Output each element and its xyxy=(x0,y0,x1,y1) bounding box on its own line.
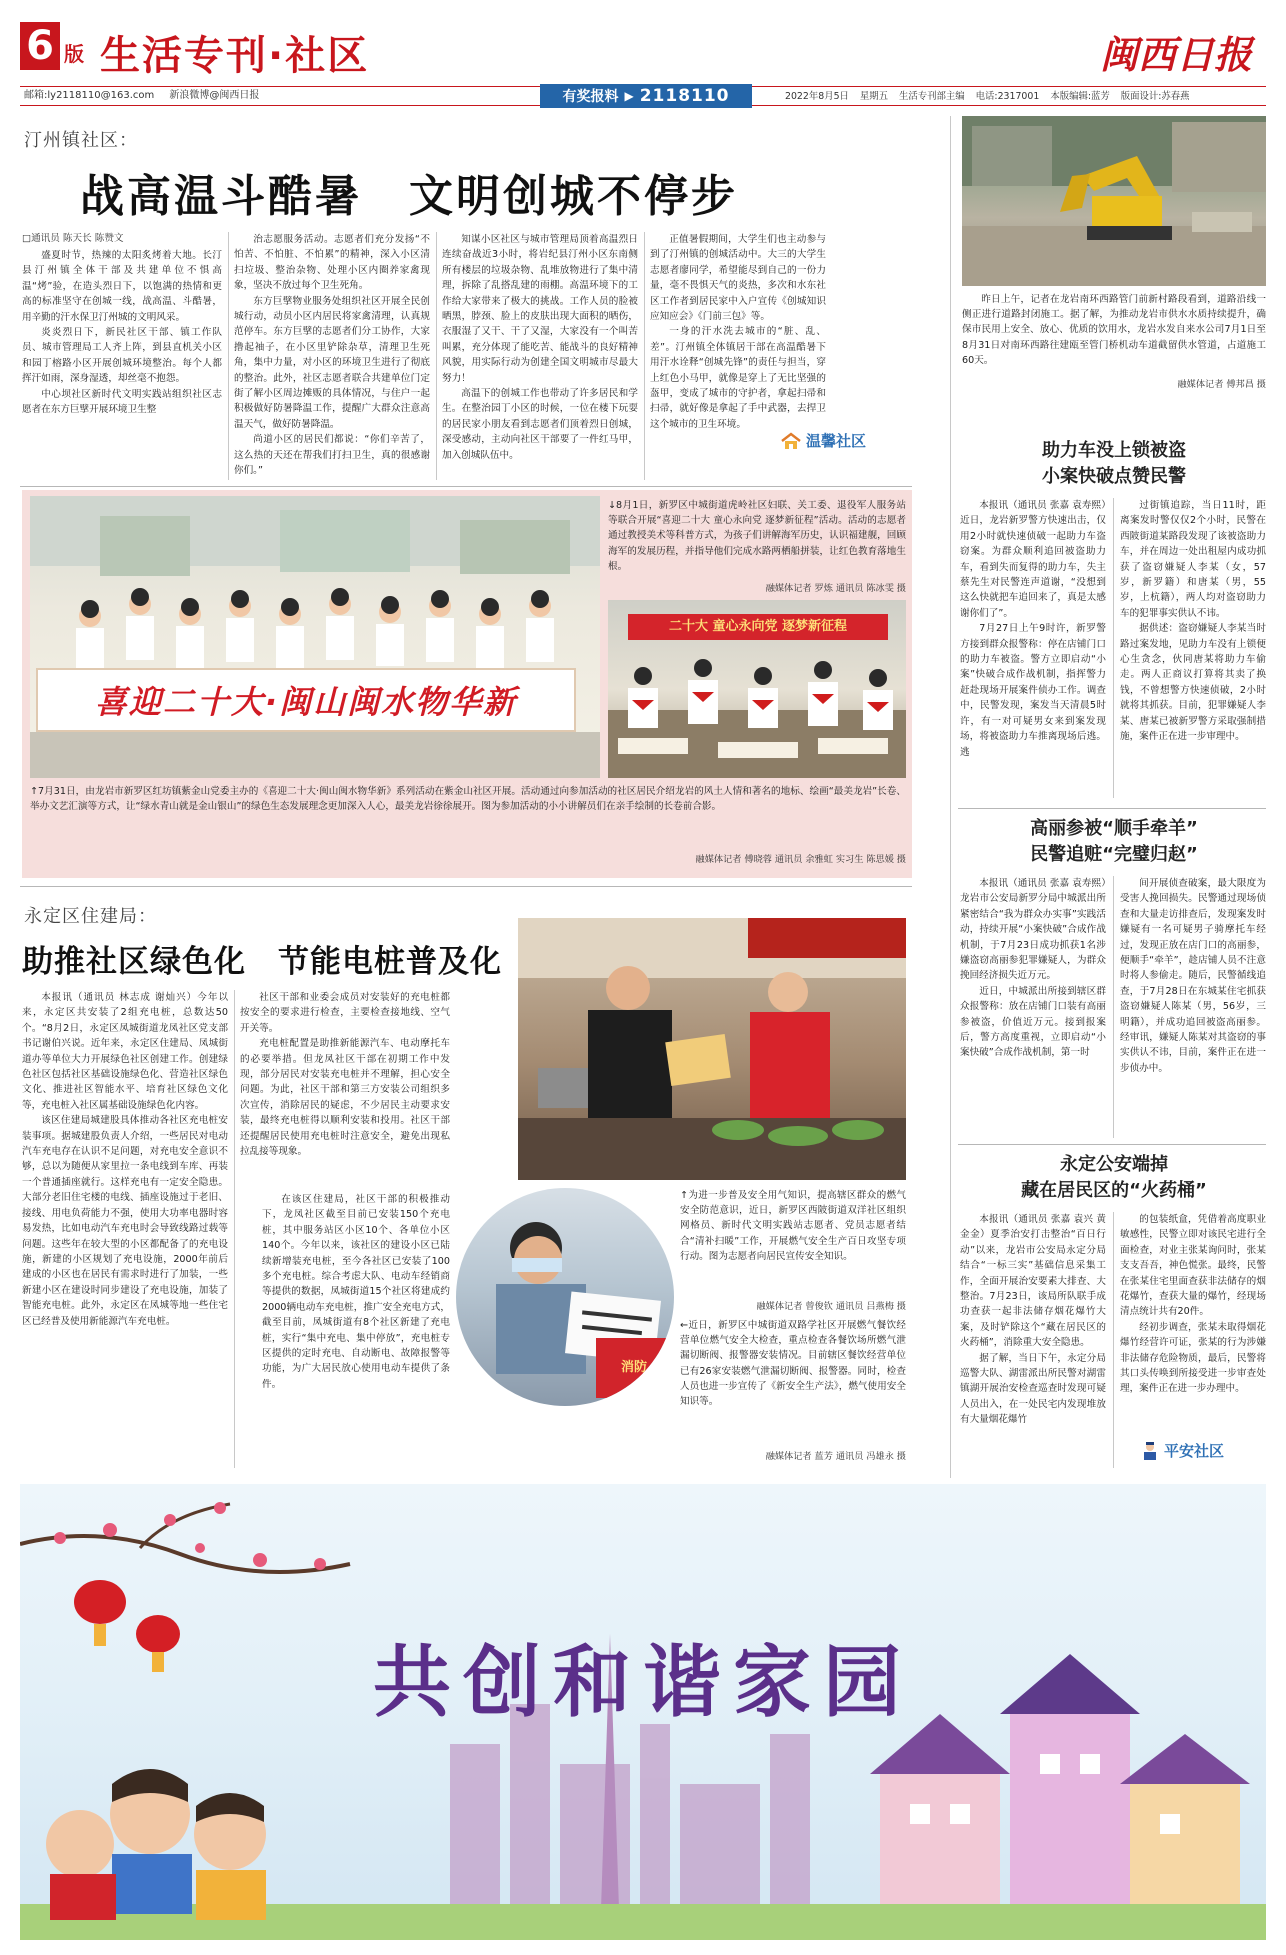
paragraph: 据了解，当日下午，永定分局巡警大队、湖雷派出所民警对湖雷镇湖开展治安检查巡查时发现可疑人员出入，在一处民宅内发现堆放有大量烟花爆竹 xyxy=(960,1352,1106,1426)
fireworks-column-1 xyxy=(960,1212,1106,1468)
paragraph: 中心坝社区新时代文明实践站组织社区志愿者在东方巨擘开展环境卫生整 xyxy=(22,388,222,416)
story1-column-3 xyxy=(442,232,638,480)
story1-headline: 战高温斗酷暑 文明创城不停步 xyxy=(80,171,738,222)
children-caption xyxy=(30,784,906,846)
weibo-label: 新浪微博@闽西日报 xyxy=(169,90,260,101)
theft-headline xyxy=(962,438,1266,490)
police-figure-icon xyxy=(1140,1441,1160,1461)
paragraph: 本报讯（通讯员 林志成 谢灿兴）今年以来，永定区共安装了2组充电桩，总数达50个。“8月2日，永定区凤城街道龙凤社区党支部书记谢伯兴说。近年来，永定区住建局、凤城街道办等单位大力开展绿色社区创建工作。创建绿色社区包括社区基础设施绿色化、营造社区绿色文化、推进社区智能水平、培育社区绿色文化等，充电桩入社区属基础设施绿色化内容。 xyxy=(22,992,228,1111)
editor-unit: 生活专刊部主编 xyxy=(899,91,965,102)
inspection-credit: 融媒体记者 蓝芳 通讯员 冯雄永 摄 xyxy=(765,1451,906,1462)
fraud-column-1 xyxy=(960,876,1106,1138)
story2-column-1 xyxy=(22,990,228,1468)
issue-weekday: 星期五 xyxy=(859,91,889,102)
headline-line: 永定公安端掉 xyxy=(1060,1154,1168,1175)
story1-column-1 xyxy=(22,248,222,480)
paragraph: 7月27日上午9时许，新罗警方接到群众报警称：停在店铺门口的助力车被盗。警方立即启动“小案”快破合成作战机制，指挥警力赶赴现场开展案件侦办工作。调查中，民警发现，案发当天清晨5时许，有一对可疑男女来到案发现场，将被盗助力车推离现场后逃。逃 xyxy=(960,623,1106,758)
paragraph: 社区干部和业委会成员对安装好的充电桩都按安全的要求进行检查，主要检查接地线、空气开关等。 xyxy=(240,992,450,1034)
story1-byline: □通讯员 陈天长 陈赞文 xyxy=(22,233,124,244)
excavator-credit: 融媒体记者 傅邦昌 摄 xyxy=(1177,379,1266,390)
paragraph: 在该区住建局，社区干部的积极推动下，龙凤社区截至目前已安装150个充电桩，其中服务站区小区10个、各单位小区140个。今年以来，该社区的建设小区已陆续新增装充电桩，至今各社区已安装了100多个充电桩。综合考虑大队、电动车经销商等提供的数据，凤城街道15个社区将建成约2000辆电动车充电桩，推广安全充电方式，截至目前，凤城街道有8个社区新建了充电桩，实行“集中充电、集中停放”，充电桩专区提供的定时充电、自动断电、故障报警等功能，为广大居民放心使用电动车提供了条件。 xyxy=(262,1194,450,1390)
section-tag-label: 平安社区 xyxy=(1164,1442,1225,1460)
page-unit: 版 xyxy=(64,42,84,66)
paragraph: 本报讯（通讯员 张嘉 袁兴 黄金金）夏季治安打击整治“百日行动”以来，龙岩市公安局永定分局结合“一标三实”基础信息采集工作，全面开展治安要素大排查、大整治。7月23日，该局所队联手成功查获一起非法储存烟花爆竹大案，及时铲除这个“藏在居民区的火药桶”，消除重大安全隐患。 xyxy=(960,1214,1106,1349)
headline-line: 民警追赃“完璧归赵” xyxy=(1030,844,1198,865)
classroom-credit: 融媒体记者 罗炼 通讯员 陈冰雯 摄 xyxy=(765,583,906,594)
inspection-caption xyxy=(680,1318,906,1442)
issue-date: 2022年8月5日 xyxy=(785,91,849,102)
banner-title: 共创和谐家园 xyxy=(372,1638,913,1728)
paragraph: 近日，中城派出所接到辖区群众报警称：放在店铺门口装有高丽参被盗，价值近万元。接到报案后，警方高度重视，立即启动“小案快破”合成作战机制，第一时 xyxy=(960,985,1106,1059)
hotline-number: 2118110 xyxy=(639,86,730,106)
paragraph: 炎炎烈日下，新民社区干部、镇工作队员、城市管理局工人齐上阵，到县直机关小区和园丁榕路小区开展创城环境整治。每个人都挥汗如雨，深身湿透，却丝毫不抱怨。 xyxy=(22,327,222,385)
inspection-vest-label: 消防 xyxy=(620,1360,647,1375)
paragraph: 充电桩配置是助推新能源汽车、电动摩托车的必要举措。但龙凤社区干部在初期工作中发现，部分居民对安装充电桩并不理解，担心安全问题。为此，社区干部和第三方安装公司组织多次宣传，消除居民的疑虑，不少居民主动要求安装，最终充电桩得以顺利安装和投用。社区干部还提醒居民使用充电桩时注意安全，避免出现私拉乱接等现象。 xyxy=(240,1038,450,1158)
story2-headline: 助推社区绿色化 节能电桩普及化 xyxy=(22,944,502,980)
headline-line: 藏在居民区的“火药桶” xyxy=(1021,1180,1207,1201)
paragraph: 一身的汗水洗去城市的“脏、乱、差”。汀州镇全体镇居干部在高温酷暑下用汗水诠释“创城先锋”的责任与担当，穿上红色小马甲，就像是穿上了无比坚强的盔甲，变成了城市的守护者，拿起扫帚和扫帚，就好像是拿起了手中武器，去捍卫这个城市的卫生环境。 xyxy=(650,326,826,430)
fireworks-headline xyxy=(962,1152,1266,1204)
paragraph: 过街镇追踪，当日11时，距离案发时警仅仅2个小时，民警在西陂街道某路段发现了该被盗助力车，并在周边一处出租屋内成功抓获了盗窃嫌疑人李某（女，57岁，新罗籍）和唐某（男，55岁，上杭籍），两人均对盗窃助力车的犯罪事实供认不讳。 xyxy=(1120,500,1266,619)
story1-column-2 xyxy=(234,232,430,480)
children-photo xyxy=(30,496,600,778)
theft-column-1 xyxy=(960,498,1106,798)
cooking-caption xyxy=(680,1188,906,1296)
section-title: 生活专刊·社区 xyxy=(100,33,370,79)
bottom-banner xyxy=(20,1484,1266,1940)
masthead-meta xyxy=(785,88,1190,102)
paragraph: 本报讯（通讯员 张嘉 袁寿熙）龙岩市公安局新罗分局中城派出所紧密结合“我为群众办实事”实践活动，持续开展“小案快破”合成作战机制，于7月23日成功抓获1名涉嫌盗窃高丽参犯罪嫌疑人，为群众挽回经济损失近万元。 xyxy=(960,878,1106,982)
children-banner xyxy=(36,668,576,732)
excavator-photo xyxy=(962,116,1266,286)
caption-text: 昨日上午，记者在龙岩南环西路管门前新村路段看到，道路沿线一侧正进行道路封闭施工。据了解，为推动龙岩市供水水质持续提升，确保市民用上安全、放心、优质的饮用水，龙岩水发自来水公司7月1日至8月31日对南环西路往建瓯至管门桥机动车道截留供水管道，占道施工60天。 xyxy=(962,294,1266,366)
caption-text: ↑为进一步普及安全用气知识，提高辖区群众的燃气安全防范意识，近日，新罗区西陂街道双洋社区组织网格员、新时代文明实践站志愿者、党员志愿者结合“清补扫暖”工作，开展燃气安全生产百日攻坚专项行动。图为志愿者向居民宣传安全知识。 xyxy=(680,1190,906,1262)
house-icon xyxy=(780,432,802,450)
hotline-label: 有奖报料 xyxy=(562,89,619,105)
excavator-caption xyxy=(962,292,1266,372)
page-designer: 版面设计:苏春燕 xyxy=(1120,91,1190,102)
banner-text: 喜迎二十大·闽山闽水物华新 xyxy=(94,683,518,721)
story2-column-2b xyxy=(262,1192,450,1468)
paragraph: 据供述：盗窃嫌疑人李某当时路过案发地，见助力车没有上锁便心生贪念，伙同唐某将助力车偷走。两人正商议打算将其卖了换钱，不曾想警方快速侦破，2小时就将其抓获。目前，犯罪嫌疑人李某、唐某已被新罗警方采取强制措施，案件正在进一步审理中。 xyxy=(1120,623,1266,743)
inspection-photo xyxy=(456,1188,674,1406)
page-editor: 本版编辑:蓝芳 xyxy=(1050,91,1110,102)
paragraph: 治志愿服务活动。志愿者们充分发扬“不怕苦、不怕脏、不怕累”的精神，深入小区清扫垃圾、整治杂物、处理小区内圈养家禽现象，坚决不放过每个卫生死角。 xyxy=(234,234,430,292)
cooking-credit: 融媒体记者 曾俊钦 通讯员 吕燕梅 摄 xyxy=(756,1301,906,1312)
caption-text: ↓8月1日，新罗区中城街道虎岭社区妇联、关工委、退役军人服务站等联合开展“喜迎二十大 童心永向党 逐梦新征程”活动。活动的志愿者通过教授美术等科普方式，为孩子们讲解海军历史，认识福建舰，回顾海军的发展历程，并指导他们完成水路两栖船拼装，让红色教育落地生根。 xyxy=(608,500,906,572)
classroom-photo xyxy=(608,600,906,778)
classroom-caption xyxy=(608,498,906,576)
children-credit: 融媒体记者 傅晓蓉 通讯员 余雅虹 实习生 陈思媛 摄 xyxy=(695,854,906,865)
hotline-box xyxy=(540,84,752,108)
paper-logo: 闽西日报 xyxy=(1100,32,1253,77)
story2-column-2 xyxy=(240,990,450,1188)
paragraph: 本报讯（通讯员 张嘉 袁寿熙）近日，龙岩新罗警方快速出击，仅用2小时就快速侦破一起助力车盗窃案。为群众顺利追回被盗助力车，看到失而复得的助力车，失主蔡先生对民警连声道谢，“没想到这么快就把车追回来了，真是太感谢你们了”。 xyxy=(960,500,1106,619)
paragraph: 间开展侦查破案，最大限度为受害人挽回损失。民警通过现场侦查和大量走访排查后，发现案发时嫌疑有一名可疑男子骑摩托车经过，发现正放在店门口的高丽参，便顺手“牵羊”，趁店铺人员不注意时将人参偷走。随后，民警循线追查，于7月28日在东城某住宅抓获盗窃嫌疑人陈某（男，56岁，三明籍），并成功追回被盗高丽参。经审讯，嫌疑人陈某对其盗窃的事实供认不讳，目前，案件正在进一步侦办中。 xyxy=(1120,878,1266,1074)
theft-column-2 xyxy=(1120,498,1266,798)
cooking-photo xyxy=(518,918,906,1180)
play-arrow-icon: ▶ xyxy=(624,89,634,103)
fireworks-column-2 xyxy=(1120,1212,1266,1426)
paragraph: 盛夏时节，热辣的太阳炙烤着大地。长汀县汀州镇全体干部及共建单位不惧高温“烤”验，在造头烈日下，以饱满的热情和更高的标准坚守在创城一线，战高温、斗酷暑，用辛勤的汗水保卫汀州城的文明风采。 xyxy=(22,250,222,323)
headline-line: 高丽参被“顺手牵羊” xyxy=(1030,818,1198,839)
story1-section-tag xyxy=(780,430,866,451)
paragraph: 该区住建局城建股具体推动各社区充电桩安装事项。据城建股负责人介绍，一些居民对电动汽车充电存在认识不足问题，对充电安全意识不够，总以为随便从家里拉一条电线到车库、再装一个普通插座就行。这样充电有一定安全隐患。大部分老旧住宅楼的电线、插座设施过于老旧、接线、用电负荷能力不强，使用大功率电器时容易发热，比如电动汽车充电时会导致线路过载等问题。这些年在较大型的小区都配备了的充电设施，新建的小区规划了充电设施，2000年前后建成的小区也在居民有需求时进行了加装，一些新建小区在建设时同步建设了充电设施，加装了智能充电桩。此外，永定区在凤城等地一些住宅区已经普及使用新能源汽车充电桩。 xyxy=(22,1115,228,1327)
story1-kicker: 汀州镇社区： xyxy=(24,130,138,151)
section-tag-label: 温馨社区 xyxy=(806,432,867,450)
email-label: 邮箱:ly2118110@163.com xyxy=(24,90,155,101)
paragraph: 尚道小区的居民们都说：“你们辛苦了，这么热的天还在帮我们打扫卫生，真的很感谢你们。” xyxy=(234,434,430,477)
paragraph: 知谋小区社区与城市管理局顶着高温烈日连续奋战近3小时，将岩纪县汀州小区东南侧所有楼层的垃圾杂物、乱堆放物进行了集中清理，拆除了乱搭乱建的雨棚。高温环境下的工作给大家带来了极大的挑战。工作人员的脸被晒黑，脖颈、脸上的皮肤出现大面积的晒伤，衣服湿了又干、干了又湿，大家没有一个叫苦叫累，充分体现了能吃苦、能战斗的良好精神风貌，用实际行动为创建全国文明城市尽最大努力！ xyxy=(442,234,638,384)
paragraph: 高温下的创城工作也带动了许多居民和学生。在整治园丁小区的时候，一位在楼下玩耍的居民家小朋友看到志愿者们顶着烈日创城，深受感动，主动向社区干部要了一件红马甲，加入创城队伍中。 xyxy=(442,388,638,461)
paragraph: 正值暑假期间，大学生们也主动参与到了汀州镇的创城活动中。大三的大学生志愿者廖同学，希望能尽到自己的一份力量，毫不畏惧天气的炎热，多次和水东社区工作者到居民家中入户宣传《创城知识应知应会》《门前三包》等。 xyxy=(650,234,826,323)
classroom-banner: 二十大 童心永向党 逐梦新征程 xyxy=(628,614,888,640)
editor-phone: 电话:2317001 xyxy=(975,91,1040,102)
headline-line: 小案快破点赞民警 xyxy=(1042,466,1186,487)
paragraph: 的包装纸盒，凭借着高度职业敏感性，民警立即对该民宅进行全面检查，对业主张某询问时，张某支支吾吾，神色慌张。最终，民警在张某住宅里面查获非法储存的烟花爆竹，查获大量的爆竹，经现场清点统计共有20件。 xyxy=(1120,1214,1266,1318)
caption-text: ←近日，新罗区中城街道双路学社区开展燃气餐饮经营单位燃气安全大检查，重点检查各餐饮场所燃气泄漏切断阀、报警器安装情况。目前辖区餐饮经营单位已有26家安装燃气泄漏切断阀、报警器。同时，检查人员也进一步宣传了《新安全生产法》，燃气使用安全知识等。 xyxy=(680,1320,906,1408)
fraud-column-2 xyxy=(1120,876,1266,1138)
fireworks-section-tag xyxy=(1140,1440,1224,1461)
fraud-headline xyxy=(962,816,1266,868)
masthead xyxy=(0,0,1286,108)
paragraph: 东方巨擘物业服务处组织社区开展全民创城行动，动员小区内居民将家禽清理，认真规范停车。东方巨擘的志愿者们分工协作，大家撸起袖子，在小区里铲除杂草，清理卫生死角，集中力量，对小区的环境卫生进行了彻底的整治。此外，社区志愿者联合共建单位门定街了解小区周边摊贩的具体情况，与住户一起积极做好防暑降温工作，提醒广大群众注意高温天气，做好防暑降温。 xyxy=(234,295,430,430)
story2-kicker: 永定区住建局： xyxy=(24,906,157,927)
paragraph: 经初步调查，张某未取得烟花爆竹经营许可证，张某的行为涉嫌非法储存危险物质，最后，民警将其口头传唤到所接受进一步审查处理，案件正在进一步办理中。 xyxy=(1120,1321,1266,1395)
headline-line: 助力车没上锁被盗 xyxy=(1042,440,1186,461)
page-number-badge: 6 xyxy=(20,22,60,70)
caption-text: ↑7月31日，由龙岩市新罗区红坊镇紫金山党委主办的《喜迎二十大·闽山闽水物华新》系列活动在紫金山社区开展。活动通过向参加活动的社区居民介绍龙岩的风土人情和著名的地标、绘画“最美龙岩”长卷、举办文艺汇演等方式，让“绿水青山就是金山银山”的绿色生态发展理念更加深入人心，最美龙岩徐徐展开。图为参加活动的小小讲解员们在亲手绘制的长卷前合影。 xyxy=(30,786,906,813)
